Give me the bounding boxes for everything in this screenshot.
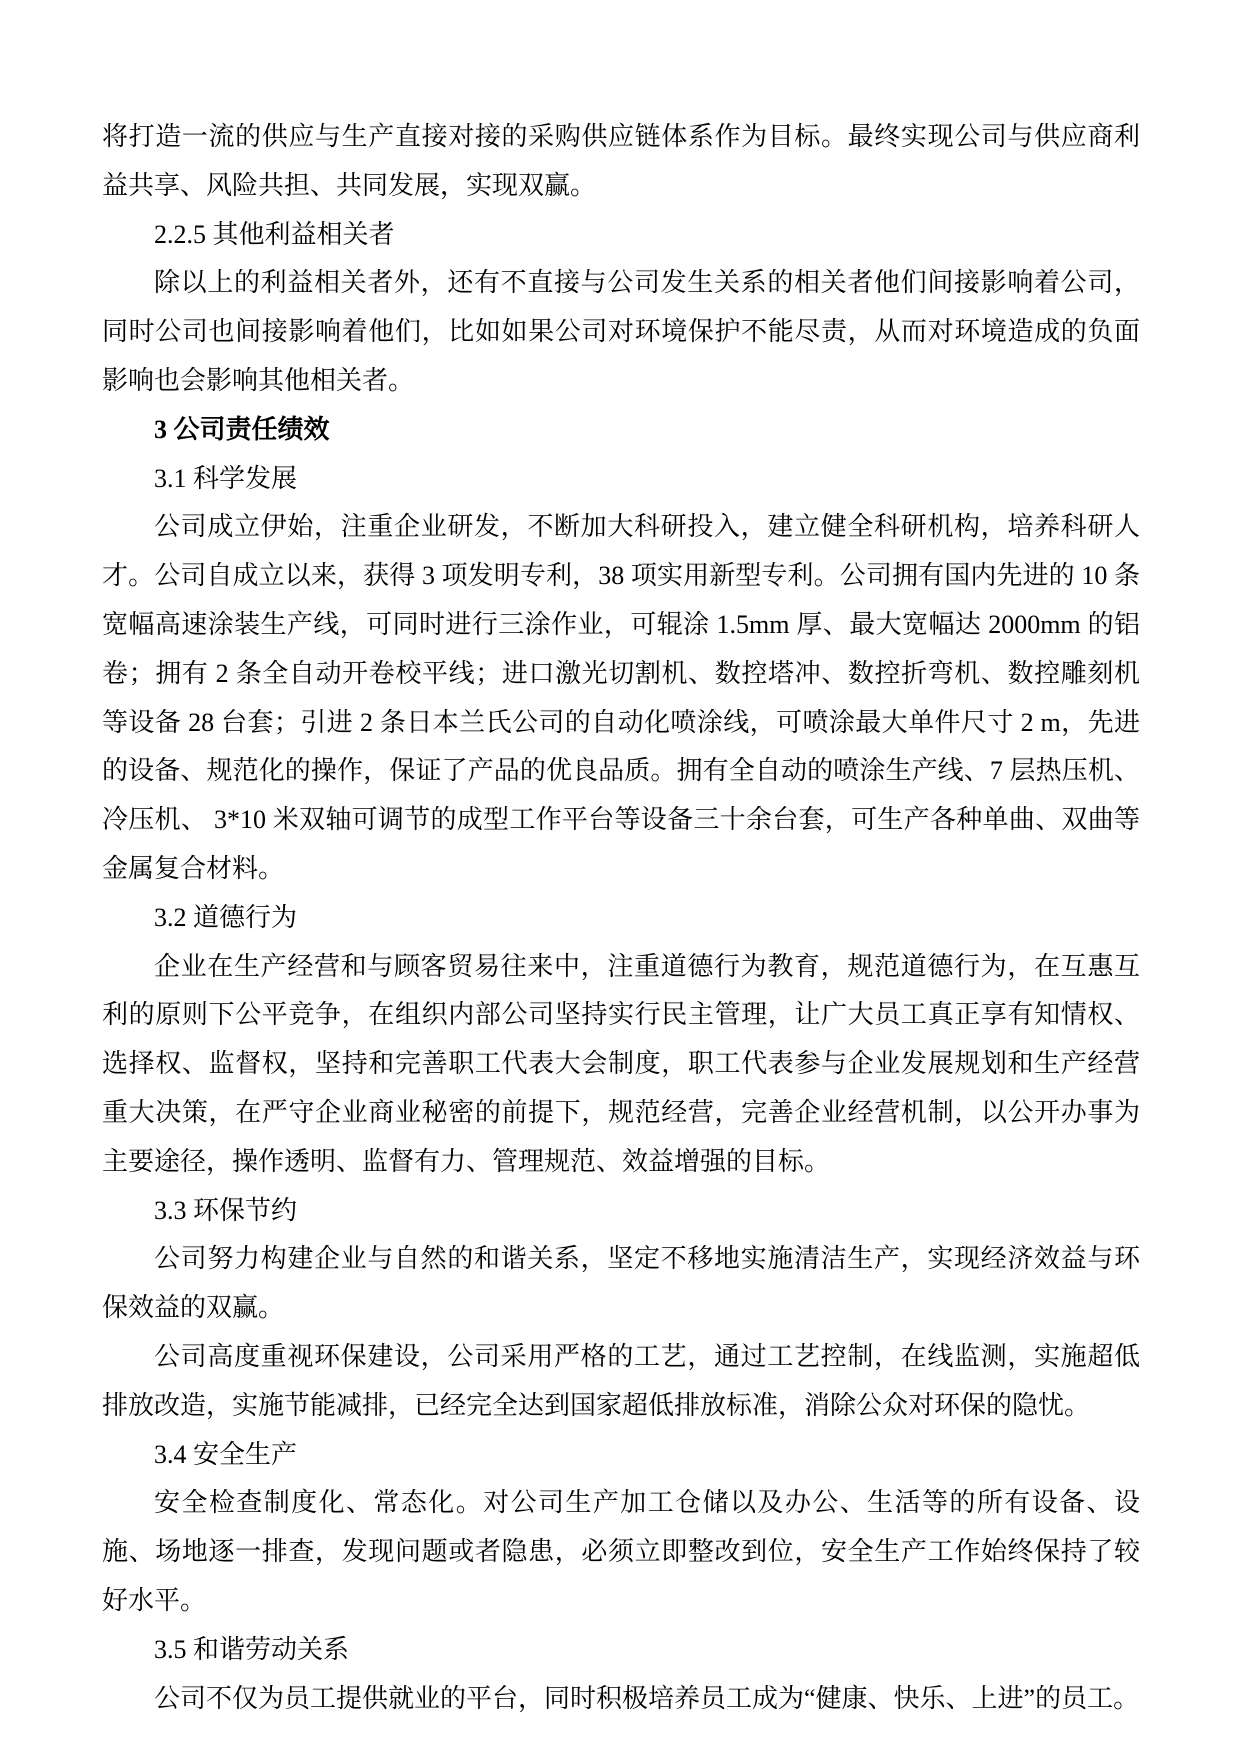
- paragraph: 除以上的利益相关者外，还有不直接与公司发生关系的相关者他们间接影响着公司，同时公司也间接影响着他们，比如如果公司对环境保护不能尽责，从而对环境造成的负面影响也会影响其他相关者。: [102, 268, 1140, 395]
- section-heading: 3.1 科学发展: [154, 463, 298, 493]
- paragraph: 将打造一流的供应与生产直接对接的采购供应链体系作为目标。最终实现公司与供应商利益共享、风险共担、共同发展，实现双赢。: [102, 122, 1140, 200]
- paragraph: 公司努力构建企业与自然的和谐关系，坚定不移地实施清洁生产，实现经济效益与环保效益的双赢。: [102, 1244, 1140, 1323]
- section-heading: 3.4 安全生产: [154, 1439, 298, 1469]
- paragraph: 公司不仅为员工提供就业的平台，同时积极培养员工成为“健康、快乐、上进”的员工。: [154, 1683, 1140, 1713]
- section-heading: 3.3 环保节约: [154, 1195, 298, 1225]
- paragraph: 企业在生产经营和与顾客贸易往来中，注重道德行为教育，规范道德行为，在互惠互利的原则下公平竞争，在组织内部公司坚持实行民主管理，让广大员工真正享有知情权、选择权、监督权，坚持和完善职工代表大会制度，职工代表参与企业发展规划和生产经营重大决策，在严守企业商业秘密的前提下，规范经营，完善企业经营机制，以公开办事为主要途径，操作透明、监督有力、管理规范、效益增强的目标。: [102, 951, 1140, 1176]
- section-heading: 2.2.5 其他利益相关者: [154, 219, 395, 249]
- chapter-heading: 3 公司责任绩效: [154, 414, 330, 444]
- paragraph: 安全检查制度化、常态化。对公司生产加工仓储以及办公、生活等的所有设备、设施、场地逐一排查，发现问题或者隐患，必须立即整改到位，安全生产工作始终保持了较好水平。: [102, 1488, 1140, 1615]
- section-heading: 3.5 和谐劳动关系: [154, 1634, 350, 1664]
- section-heading: 3.2 道德行为: [154, 902, 298, 932]
- paragraph: 公司成立伊始，注重企业研发，不断加大科研投入，建立健全科研机构，培养科研人才。公司自成立以来，获得 3 项发明专利，38 项实用新型专利。公司拥有国内先进的 10 条宽幅高速涂装生产线，可同时进行三涂作业，可辊涂 1.5mm 厚、最大宽幅达 2000mm 的铝卷；拥有 2 条全自动开卷校平线；进口激光切割机、数控塔冲、数控折弯机、数控雕刻机等设备 28 台套；引进 2 条日本兰氏公司的自动化喷涂线，可喷涂最大单件尺寸 2 m，先进的设备、规范化的操作，保证了产品的优良品质。拥有全自动的喷涂生产线、7 层热压机、冷压机、 3*10 米双轴可调节的成型工作平台等设备三十余台套，可生产各种单曲、双曲等金属复合材料。: [102, 512, 1140, 883]
- paragraph: 公司高度重视环保建设，公司采用严格的工艺，通过工艺控制，在线监测，实施超低排放改造，实施节能减排，已经完全达到国家超低排放标准，消除公众对环保的隐忧。: [102, 1341, 1140, 1420]
